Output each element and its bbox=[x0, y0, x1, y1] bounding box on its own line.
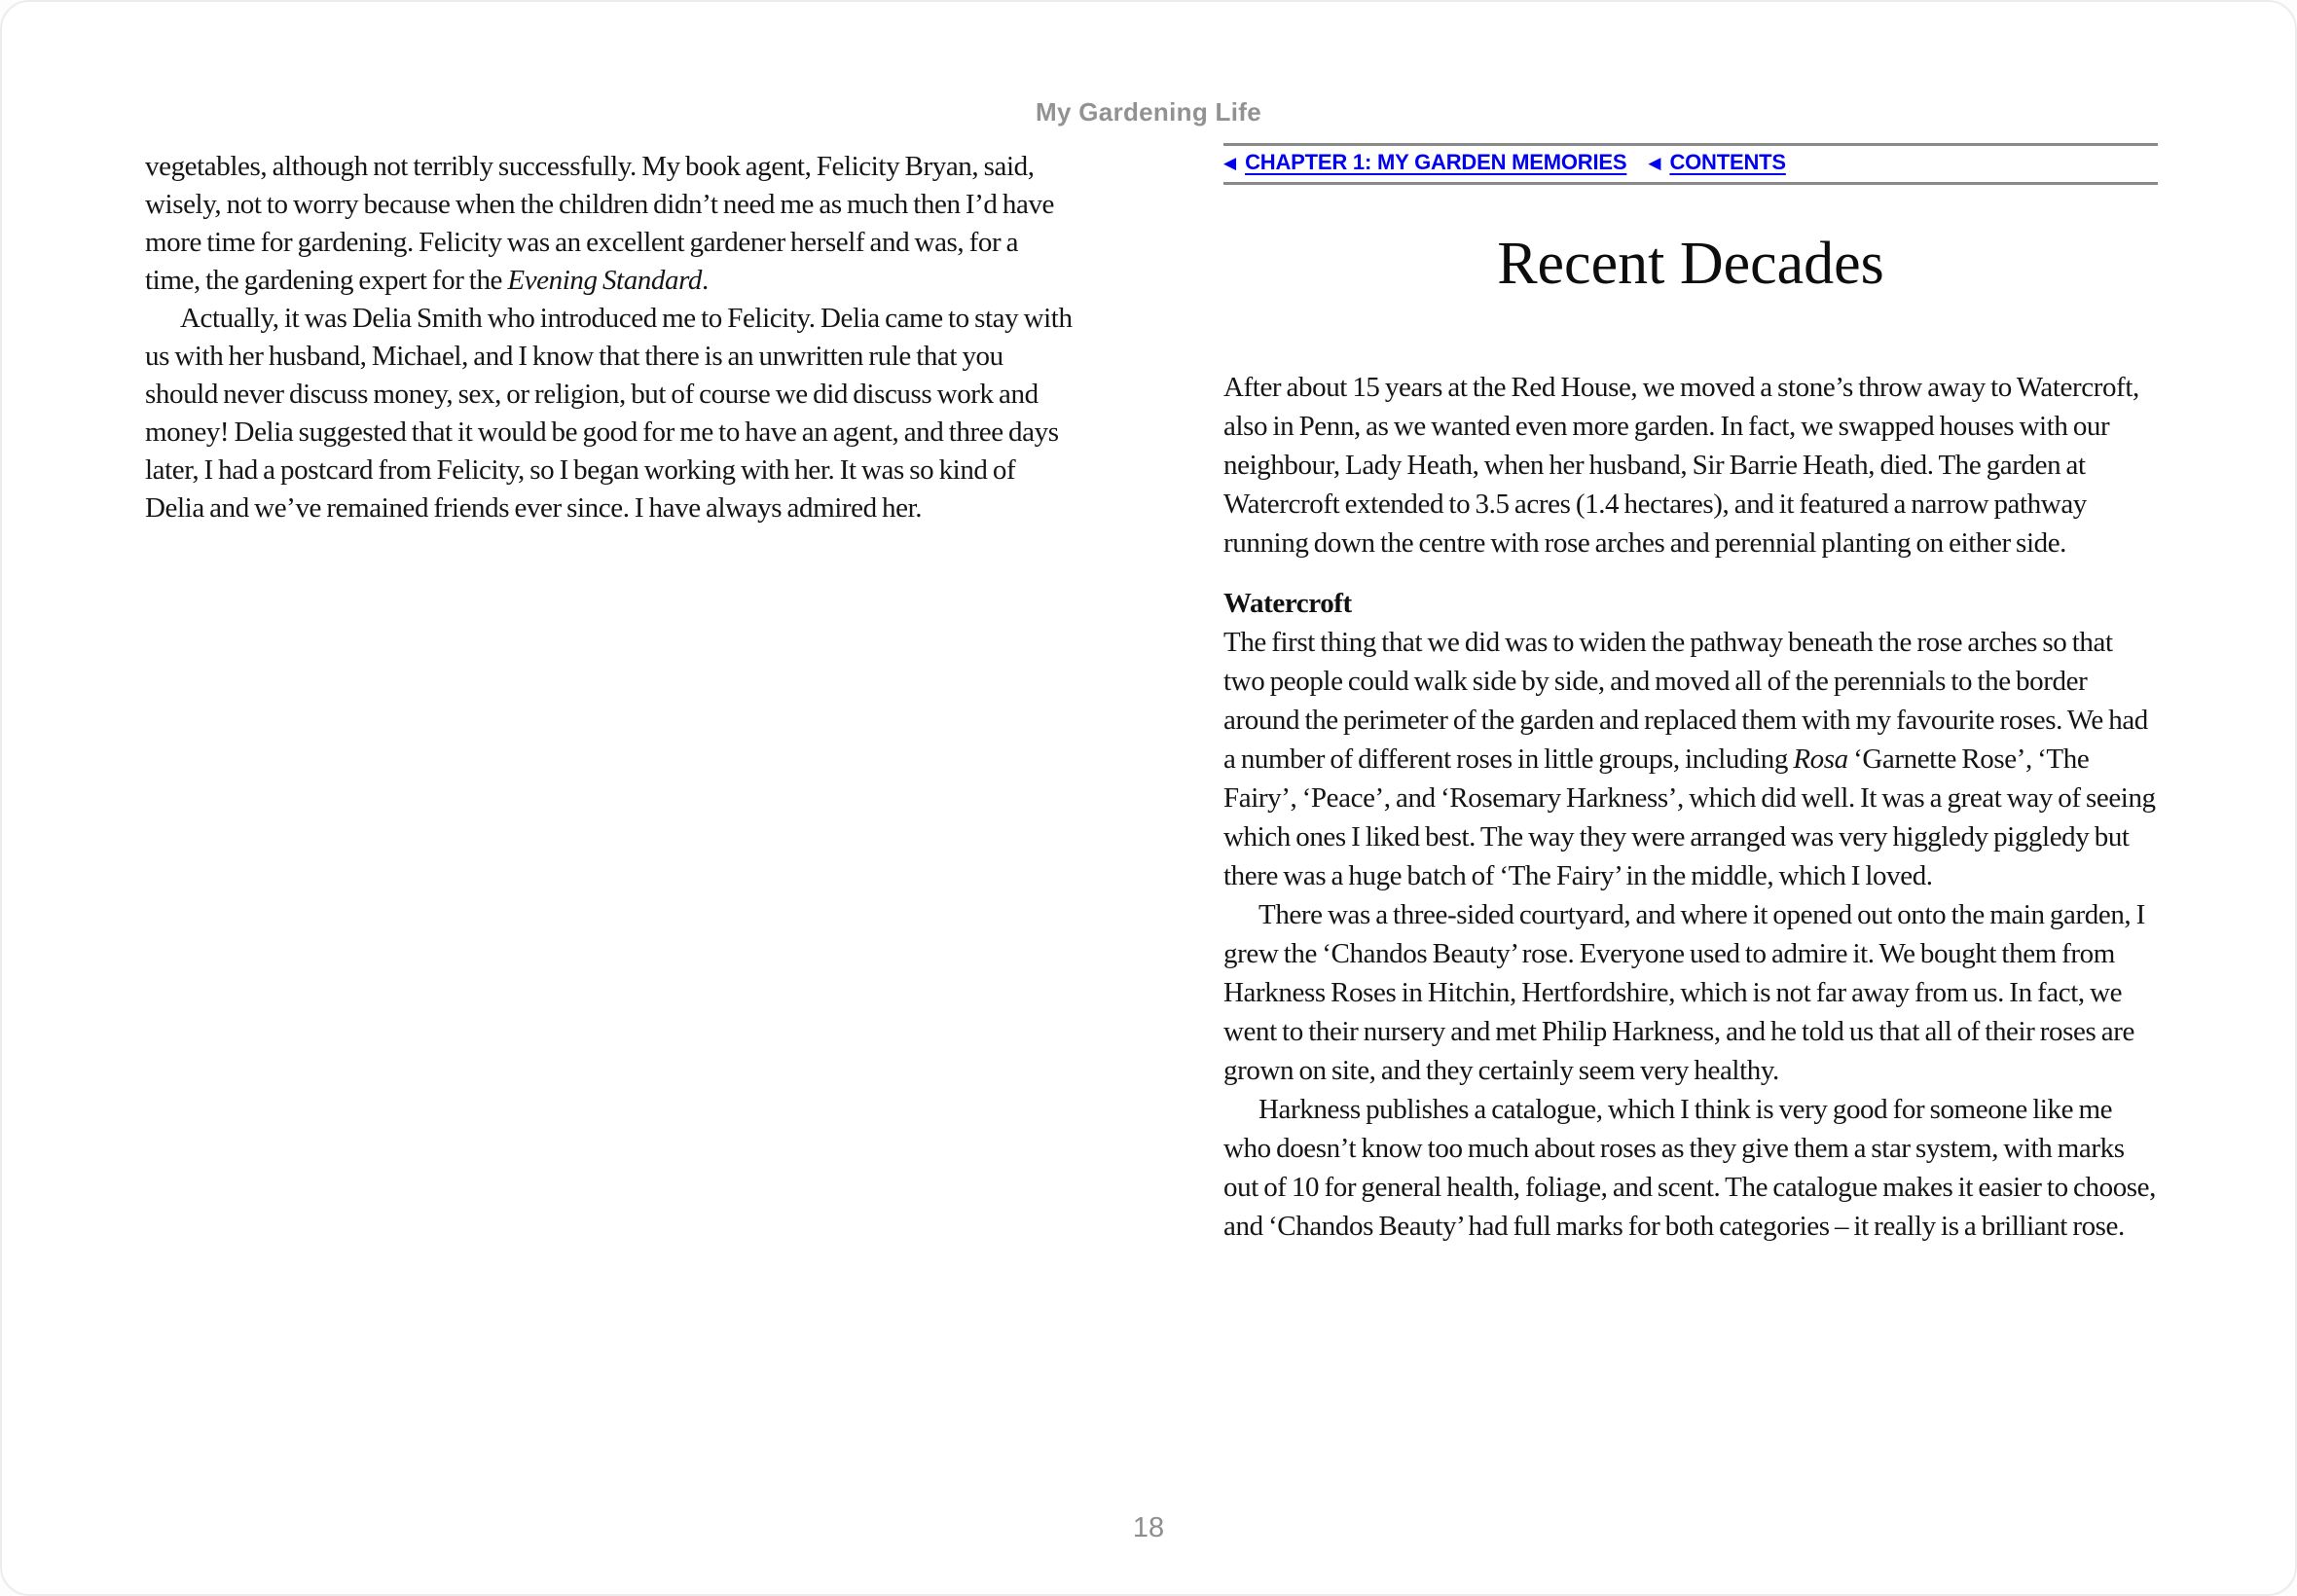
book-title: My Gardening Life bbox=[1036, 97, 1261, 127]
left-page bbox=[145, 148, 1077, 527]
body-paragraph bbox=[145, 300, 1077, 527]
text-run: ‘Garnette Rose’, ‘The Fairy’, ‘Peace’, and ‘Rosemary Harkness’, which did well. It was a great way of seeing which ones I liked best. The way they were arranged was very higgledy piggledy but there was a huge batch of ‘The Fairy’ in the middle, which I loved. bbox=[1223, 744, 2156, 891]
page-number: 18 bbox=[1132, 1512, 1165, 1543]
chapter-heading: Recent Decades bbox=[1497, 231, 1884, 297]
nav-link-chapter1[interactable]: CHAPTER 1: MY GARDEN MEMORIES bbox=[1245, 150, 1627, 174]
nav-item-contents bbox=[1648, 150, 1785, 175]
body-paragraph bbox=[1223, 623, 2158, 895]
body-paragraph bbox=[1223, 1090, 2158, 1246]
text-run: After about 15 years at the Red House, we moved a stone’s throw away to Watercroft, also in Penn, as we wanted even more garden. In fact, we swapped houses with our neighbour, Lady Heath, when her husband, Sir Barrie Heath, died. The garden at Watercroft extended to 3.5 acres (1.4 hectares), and it featured a narrow pathway running down the centre with rose arches and perennial planting on either side. bbox=[1223, 372, 2139, 559]
italic-text-run: Evening Standard bbox=[507, 265, 703, 296]
body-paragraph bbox=[1223, 895, 2158, 1090]
text-run: vegetables, although not terribly successfully. My book agent, Felicity Bryan, said, wisely, not to worry because when the children didn’t need me as much then I’d have more time for gardening. Felicity was an excellent gardener herself and was, for a time, the gardening expert for the bbox=[145, 151, 1055, 296]
body-paragraph bbox=[1223, 368, 2158, 562]
chapter-nav bbox=[1223, 143, 2158, 185]
section-subheading bbox=[1223, 584, 2158, 623]
right-page-body bbox=[1223, 368, 2158, 1246]
text-run: Harkness publishes a catalogue, which I think is very good for someone like me who doesn’t know too much about roses as they give them a star system, with marks out of 10 for general health, foliage, and scent. The catalogue makes it easier to choose, and ‘Chandos Beauty’ had full marks for both categories – it really is a brilliant rose. bbox=[1223, 1094, 2157, 1242]
text-run: The first thing that we did was to widen the pathway beneath the rose arches so that two people could walk side by side, and moved all of the perennials to the border around the perimeter of the garden and replaced them with my favourite roses. We had a number of different roses in little groups, including bbox=[1223, 627, 2148, 775]
nav-link-contents[interactable]: CONTENTS bbox=[1669, 150, 1786, 174]
text-run: . bbox=[702, 265, 709, 296]
back-triangle-icon: ◀ bbox=[1223, 153, 1237, 173]
right-page bbox=[1223, 143, 2158, 1246]
back-triangle-icon: ◀ bbox=[1648, 153, 1661, 173]
nav-item-chapter1 bbox=[1223, 150, 1626, 175]
text-run: There was a three-sided courtyard, and where it opened out onto the main garden, I grew the ‘Chandos Beauty’ rose. Everyone used to admire it. We bought them from Harkness Roses in Hitchin, Hertfordshire, which is not far away from us. In fact, we went to their nursery and met Philip Harkness, and he told us that all of their roses are grown on site, and they certainly seem very healthy. bbox=[1223, 899, 2145, 1086]
text-run: Watercroft bbox=[1223, 588, 1352, 619]
italic-text-run: Rosa bbox=[1793, 744, 1848, 775]
body-paragraph bbox=[145, 148, 1077, 300]
text-run: Actually, it was Delia Smith who introduced me to Felicity. Delia came to stay with us with her husband, Michael, and I know that there is an unwritten rule that you should never discuss money, sex, or religion, but of course we did discuss work and money! Delia suggested that it would be good for me to have an agent, and three days later, I had a postcard from Felicity, so I began working with her. It was so kind of Delia and we’ve remained friends ever since. I have always admired her. bbox=[145, 303, 1073, 524]
